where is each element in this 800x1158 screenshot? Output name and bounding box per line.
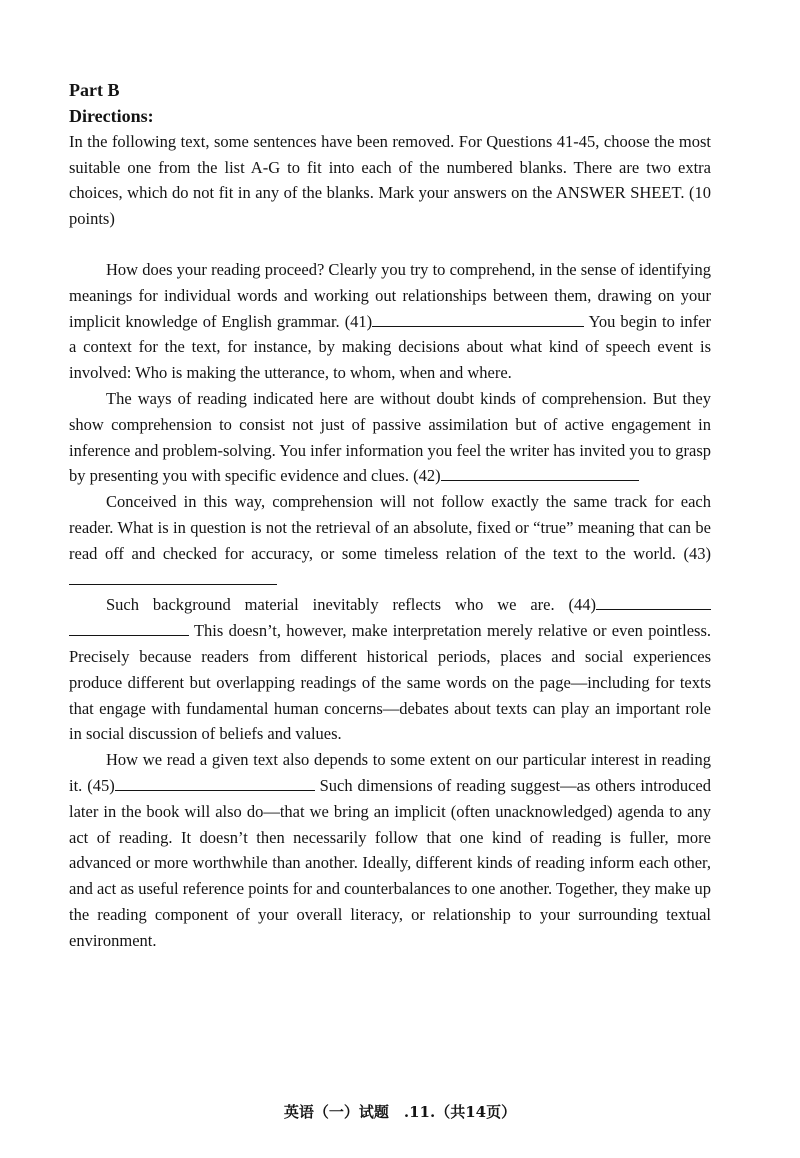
answer-blank-42	[441, 465, 639, 481]
paragraph-3	[69, 489, 711, 592]
directions-label: Directions:	[69, 105, 154, 126]
question-41-number: (41)	[344, 311, 373, 331]
page-footer: 英语（一）试题 .11.（共14页）	[283, 1103, 517, 1121]
paragraph-2	[69, 386, 711, 489]
paragraph-5	[69, 747, 711, 953]
question-42-number: (42)	[413, 466, 441, 486]
paragraph-4	[69, 592, 711, 747]
paragraph-1	[69, 257, 711, 386]
answer-blank-43	[69, 569, 277, 585]
paragraph-1-text-a: How does your reading proceed? Clearly you try to comprehend, in the sense of identifying meanings for individual words and working out relationships between them, drawing on your implicit knowledge of English grammar.	[69, 260, 711, 331]
paragraph-2-text-a: The ways of reading indicated here are without doubt kinds of comprehension. But they show comprehension to consist not just of passive assimilation but of active engagement in inference and problem-solving. You infer information you feel the writer has invited you to grasp by presenting you with specific evidence and clues.	[69, 388, 711, 486]
answer-blank-44	[596, 594, 711, 610]
paragraph-5-text-a: How we read a given text also depends to some extent on our particular interest in reading it.	[69, 750, 711, 795]
paragraph-1-text-b: You begin to infer a context for the text, for instance, by making decisions about what kind of speech event is involved: Who is making the utterance, to whom, when and where.	[69, 311, 711, 383]
directions-text: In the following text, some sentences have been removed. For Questions 41-45, choose the most suitable one from the list A-G to fit into each of the numbered blanks. There are two extra choices, which do not fit in any of the blanks. Mark your answers on the ANSWER SHEET. (10 points)	[69, 132, 711, 228]
paragraph-3-text-a: Conceived in this way, comprehension will not follow exactly the same track for each reader. What is in question is not the retrieval of an absolute, fixed or “true” meaning that can be read off and checked for accuracy, or some timeless relation of the text to the world.	[69, 492, 711, 563]
paragraph-4-text-a: Such background material inevitably reflects who we are.	[106, 595, 569, 615]
part-title: Part B	[69, 80, 120, 100]
question-44-number: (44)	[568, 595, 596, 615]
question-43-number: (43)	[683, 543, 711, 563]
exam-page	[69, 78, 711, 954]
answer-blank-45	[115, 775, 315, 791]
paragraph-5-text-b: Such dimensions of reading suggest—as others introduced later in the book will also do—that we bring an implicit (often unacknowledged) agenda to any act of reading. It doesn’t then necessarily follow that one kind of reading is fuller, more advanced or more worthwhile than another. Ideally, different kinds of reading inform each other, and act as useful reference points for and counterbalances to one another. Together, they make up the reading component of your overall literacy, or relationship to your surrounding textual environment.	[69, 775, 711, 950]
paragraph-4-text-b: This doesn’t, however, make interpretation merely relative or even pointless. Precisely because readers from different historical periods, places and social experiences produce different but overlapping readings of the same words on the page—including for texts that engage with fundamental human concerns—debates about texts can play an important role in social discussion of beliefs and values.	[69, 621, 711, 744]
question-45-number: (45)	[87, 775, 115, 795]
answer-blank-41	[372, 311, 584, 327]
answer-blank-44-continued	[69, 620, 189, 636]
